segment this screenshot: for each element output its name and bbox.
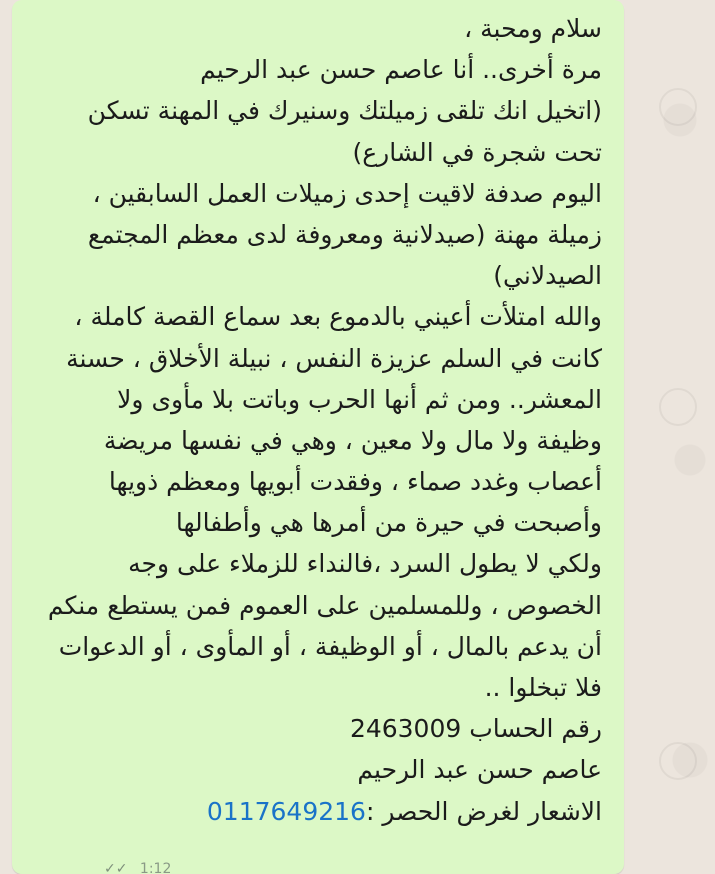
message-bubble[interactable]: [12, 0, 624, 874]
message-line: وظيفة ولا مال ولا معين ، وهي في نفسها مريضة: [103, 425, 602, 455]
wallpaper-doodle-icon: [659, 388, 697, 426]
message-line: تحت شجرة في الشارع): [352, 137, 602, 167]
account-line: [26, 708, 602, 749]
message-line: الخصوص ، وللمسلمين على العموم فمن يستطع منكم: [47, 590, 602, 620]
double-check-icon: ✓✓: [104, 862, 128, 874]
message-line: سلام ومحبة ،: [464, 14, 602, 43]
message-line: (اتخيل انك تلقى زميلتك وسنيرك في المهنة تسكن: [87, 96, 602, 126]
message-line: مرة أخرى.. أنا عاصم حسن عبد الرحيم: [200, 55, 602, 85]
phone-number-link[interactable]: 0117649216: [206, 796, 366, 826]
message-line: زميلة مهنة (صيدلانية ومعروفة لدى معظم المجتمع: [87, 219, 602, 249]
message-line: أن يدعم بالمال ، أو الوظيفة ، أو المأوى ، أو الدعوات: [58, 631, 602, 661]
notice-line: [26, 791, 602, 832]
notice-label: الاشعار لغرض الحصر :: [365, 796, 602, 826]
wallpaper-doodle-icon: [659, 742, 697, 780]
message-line: المعشر.. ومن ثم أنها الحرب وباتت بلا مأوى ولا: [117, 384, 602, 414]
message-line: كانت في السلم عزيزة النفس ، نبيلة الأخلاق ، حسنة: [66, 343, 602, 373]
message-meta: [104, 862, 171, 874]
sender-name: عاصم حسن عبد الرحيم: [357, 755, 602, 785]
message-time: 1:12: [139, 862, 172, 874]
message-line: وأصبحت في حيرة من أمرها هي وأطفالها: [175, 508, 602, 538]
account-number: 2463009: [349, 714, 462, 744]
message-line: والله امتلأت أعيني بالدموع بعد سماع القصة كاملة ،: [74, 302, 602, 332]
message-text: [26, 8, 602, 832]
message-line: اليوم صدفة لاقيت إحدى زميلات العمل السابقين ،: [92, 178, 602, 208]
wallpaper-doodle-icon: [659, 88, 697, 126]
message-line: الصيدلاني): [493, 261, 602, 291]
message-line: فلا تبخلوا ..: [484, 673, 602, 702]
account-label: رقم الحساب: [469, 714, 602, 744]
message-line: أعصاب وغدد صماء ، وفقدت أبويها ومعظم ذويها: [108, 467, 602, 497]
message-line: ولكي لا يطول السرد ،فالنداء للزملاء على وجه: [128, 549, 602, 579]
